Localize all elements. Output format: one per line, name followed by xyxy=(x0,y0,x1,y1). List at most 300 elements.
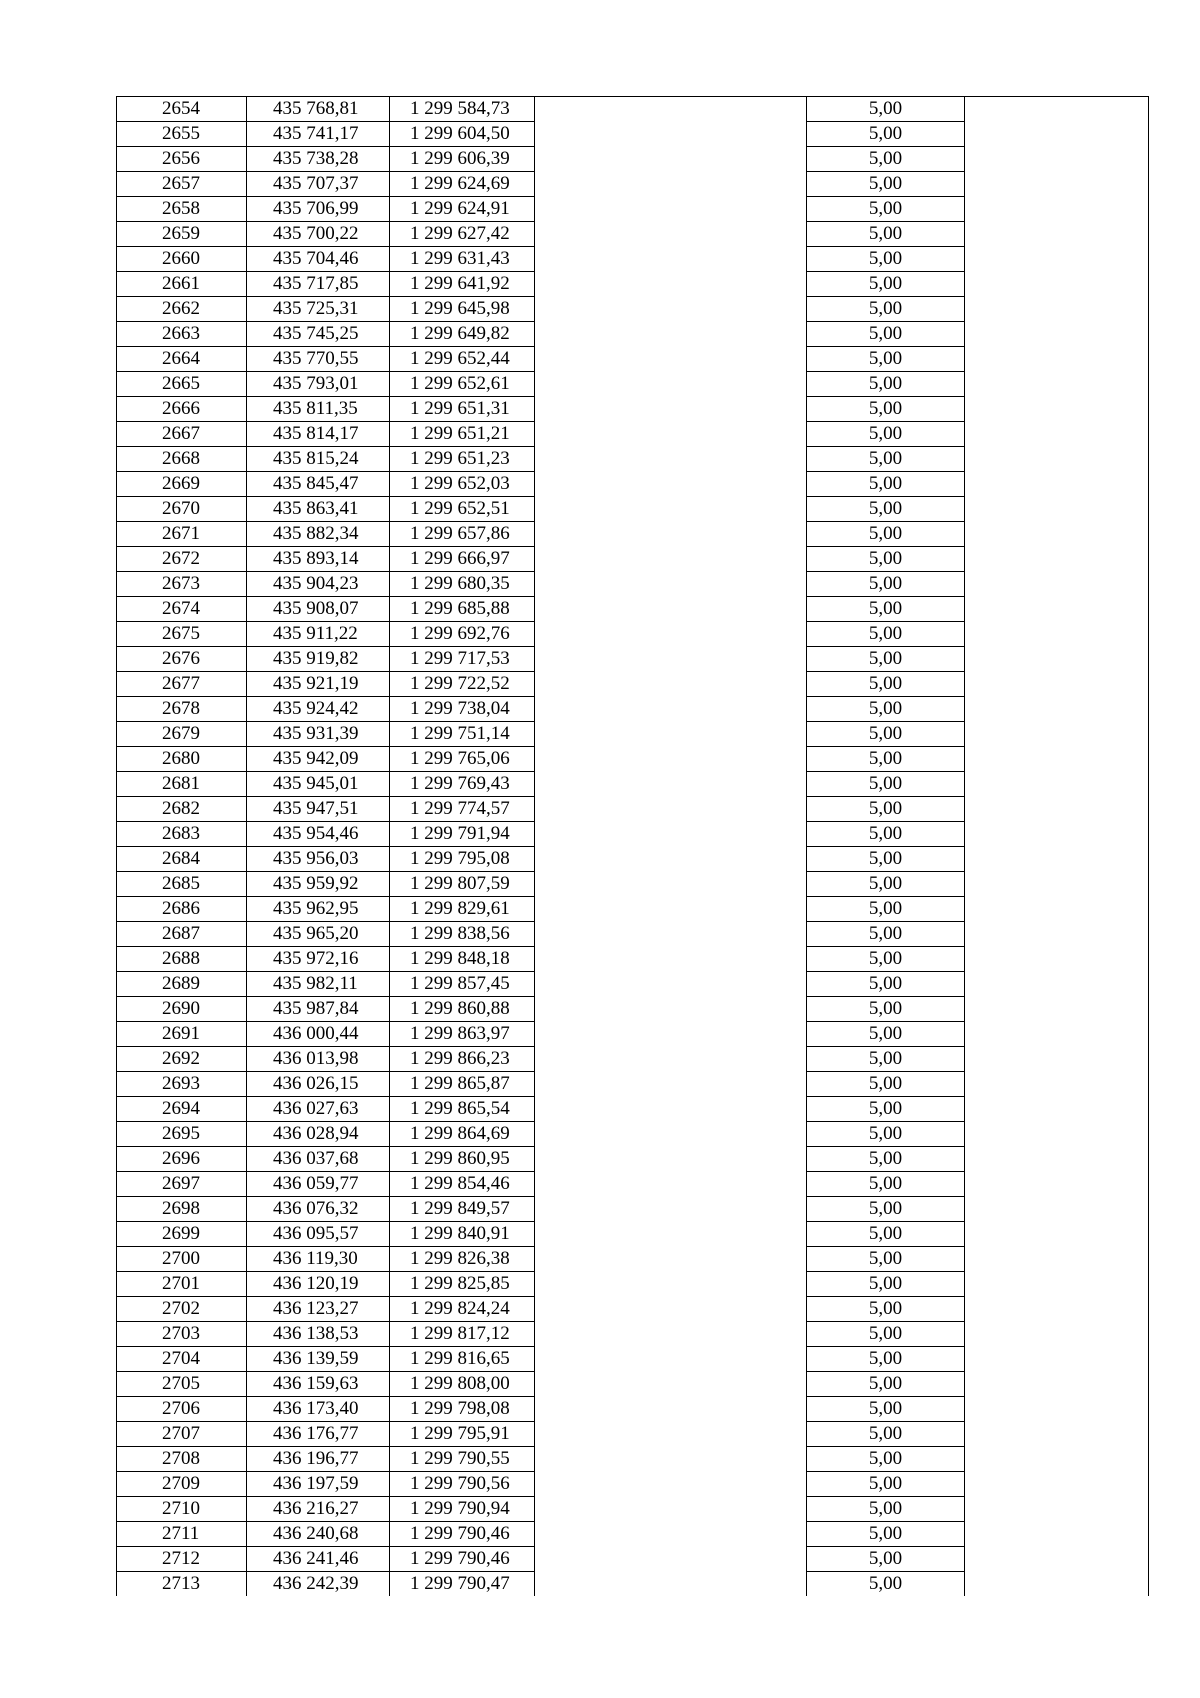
blank-cell xyxy=(535,297,807,322)
x-coordinate-cell: 435 987,84 xyxy=(247,997,390,1022)
point-number-cell: 2701 xyxy=(117,1272,247,1297)
blank-cell xyxy=(965,622,1149,647)
y-coordinate-cell: 1 299 685,88 xyxy=(390,597,535,622)
y-coordinate-cell: 1 299 774,57 xyxy=(390,797,535,822)
x-coordinate-cell: 436 138,53 xyxy=(247,1322,390,1347)
value-cell: 5,00 xyxy=(807,597,965,622)
value-cell: 5,00 xyxy=(807,1572,965,1597)
point-number-cell: 2697 xyxy=(117,1172,247,1197)
table-row xyxy=(117,322,1149,347)
blank-cell xyxy=(535,122,807,147)
x-coordinate-cell: 436 159,63 xyxy=(247,1372,390,1397)
y-coordinate-cell: 1 299 795,08 xyxy=(390,847,535,872)
x-coordinate-cell: 435 793,01 xyxy=(247,372,390,397)
value-cell: 5,00 xyxy=(807,1047,965,1072)
blank-cell xyxy=(535,1472,807,1497)
blank-cell xyxy=(965,572,1149,597)
x-coordinate-cell: 435 962,95 xyxy=(247,897,390,922)
x-coordinate-cell: 435 707,37 xyxy=(247,172,390,197)
table-row xyxy=(117,747,1149,772)
value-cell: 5,00 xyxy=(807,697,965,722)
blank-cell xyxy=(535,572,807,597)
x-coordinate-cell: 436 196,77 xyxy=(247,1447,390,1472)
blank-cell xyxy=(535,1047,807,1072)
blank-cell xyxy=(535,897,807,922)
x-coordinate-cell: 435 745,25 xyxy=(247,322,390,347)
value-cell: 5,00 xyxy=(807,822,965,847)
blank-cell xyxy=(965,497,1149,522)
value-cell: 5,00 xyxy=(807,397,965,422)
x-coordinate-cell: 435 815,24 xyxy=(247,447,390,472)
value-cell: 5,00 xyxy=(807,747,965,772)
y-coordinate-cell: 1 299 769,43 xyxy=(390,772,535,797)
blank-cell xyxy=(965,1172,1149,1197)
value-cell: 5,00 xyxy=(807,497,965,522)
blank-cell xyxy=(535,1172,807,1197)
y-coordinate-cell: 1 299 624,91 xyxy=(390,197,535,222)
point-number-cell: 2683 xyxy=(117,822,247,847)
table-row xyxy=(117,97,1149,122)
y-coordinate-cell: 1 299 692,76 xyxy=(390,622,535,647)
blank-cell xyxy=(965,197,1149,222)
blank-cell xyxy=(535,447,807,472)
table-row xyxy=(117,247,1149,272)
blank-cell xyxy=(535,197,807,222)
blank-cell xyxy=(965,1447,1149,1472)
table-row xyxy=(117,197,1149,222)
table-row xyxy=(117,1122,1149,1147)
blank-cell xyxy=(965,1347,1149,1372)
x-coordinate-cell: 435 725,31 xyxy=(247,297,390,322)
y-coordinate-cell: 1 299 666,97 xyxy=(390,547,535,572)
x-coordinate-cell: 436 027,63 xyxy=(247,1097,390,1122)
blank-cell xyxy=(535,672,807,697)
point-number-cell: 2689 xyxy=(117,972,247,997)
point-number-cell: 2666 xyxy=(117,397,247,422)
value-cell: 5,00 xyxy=(807,797,965,822)
point-number-cell: 2688 xyxy=(117,947,247,972)
value-cell: 5,00 xyxy=(807,1522,965,1547)
y-coordinate-cell: 1 299 649,82 xyxy=(390,322,535,347)
table-row xyxy=(117,797,1149,822)
point-number-cell: 2654 xyxy=(117,97,247,122)
y-coordinate-cell: 1 299 860,88 xyxy=(390,997,535,1022)
y-coordinate-cell: 1 299 624,69 xyxy=(390,172,535,197)
point-number-cell: 2706 xyxy=(117,1397,247,1422)
x-coordinate-cell: 436 197,59 xyxy=(247,1472,390,1497)
blank-cell xyxy=(965,972,1149,997)
x-coordinate-cell: 435 704,46 xyxy=(247,247,390,272)
point-number-cell: 2709 xyxy=(117,1472,247,1497)
x-coordinate-cell: 436 059,77 xyxy=(247,1172,390,1197)
table-row xyxy=(117,1297,1149,1322)
table-row xyxy=(117,522,1149,547)
y-coordinate-cell: 1 299 652,03 xyxy=(390,472,535,497)
value-cell: 5,00 xyxy=(807,1172,965,1197)
x-coordinate-cell: 435 965,20 xyxy=(247,922,390,947)
y-coordinate-cell: 1 299 849,57 xyxy=(390,1197,535,1222)
point-number-cell: 2664 xyxy=(117,347,247,372)
blank-cell xyxy=(535,1447,807,1472)
blank-cell xyxy=(965,372,1149,397)
table-row xyxy=(117,947,1149,972)
blank-cell xyxy=(535,522,807,547)
blank-cell xyxy=(965,147,1149,172)
y-coordinate-cell: 1 299 651,21 xyxy=(390,422,535,447)
point-number-cell: 2657 xyxy=(117,172,247,197)
value-cell: 5,00 xyxy=(807,1297,965,1322)
table-row xyxy=(117,347,1149,372)
blank-cell xyxy=(535,1122,807,1147)
x-coordinate-cell: 435 741,17 xyxy=(247,122,390,147)
blank-cell xyxy=(535,247,807,272)
blank-cell xyxy=(965,1222,1149,1247)
x-coordinate-cell: 436 241,46 xyxy=(247,1547,390,1572)
blank-cell xyxy=(965,797,1149,822)
blank-cell xyxy=(535,1572,807,1597)
table-row xyxy=(117,222,1149,247)
blank-cell xyxy=(965,822,1149,847)
coordinates-table xyxy=(116,96,1149,1596)
blank-cell xyxy=(965,1572,1149,1597)
blank-cell xyxy=(535,847,807,872)
point-number-cell: 2678 xyxy=(117,697,247,722)
table-row xyxy=(117,422,1149,447)
point-number-cell: 2704 xyxy=(117,1347,247,1372)
value-cell: 5,00 xyxy=(807,1347,965,1372)
value-cell: 5,00 xyxy=(807,872,965,897)
blank-cell xyxy=(965,97,1149,122)
blank-cell xyxy=(965,1122,1149,1147)
value-cell: 5,00 xyxy=(807,97,965,122)
value-cell: 5,00 xyxy=(807,472,965,497)
value-cell: 5,00 xyxy=(807,297,965,322)
table-row xyxy=(117,1047,1149,1072)
value-cell: 5,00 xyxy=(807,1097,965,1122)
blank-cell xyxy=(965,1022,1149,1047)
table-row xyxy=(117,1197,1149,1222)
blank-cell xyxy=(535,747,807,772)
value-cell: 5,00 xyxy=(807,372,965,397)
point-number-cell: 2676 xyxy=(117,647,247,672)
blank-cell xyxy=(535,922,807,947)
blank-cell xyxy=(965,1047,1149,1072)
y-coordinate-cell: 1 299 717,53 xyxy=(390,647,535,672)
y-coordinate-cell: 1 299 825,85 xyxy=(390,1272,535,1297)
x-coordinate-cell: 436 076,32 xyxy=(247,1197,390,1222)
value-cell: 5,00 xyxy=(807,547,965,572)
blank-cell xyxy=(965,322,1149,347)
blank-cell xyxy=(965,772,1149,797)
blank-cell xyxy=(965,1247,1149,1272)
value-cell: 5,00 xyxy=(807,922,965,947)
value-cell: 5,00 xyxy=(807,1497,965,1522)
table-row xyxy=(117,1372,1149,1397)
y-coordinate-cell: 1 299 807,59 xyxy=(390,872,535,897)
x-coordinate-cell: 435 982,11 xyxy=(247,972,390,997)
value-cell: 5,00 xyxy=(807,222,965,247)
blank-cell xyxy=(965,672,1149,697)
value-cell: 5,00 xyxy=(807,1197,965,1222)
y-coordinate-cell: 1 299 865,87 xyxy=(390,1072,535,1097)
blank-cell xyxy=(535,1222,807,1247)
blank-cell xyxy=(965,1297,1149,1322)
x-coordinate-cell: 435 882,34 xyxy=(247,522,390,547)
x-coordinate-cell: 435 904,23 xyxy=(247,572,390,597)
blank-cell xyxy=(965,1397,1149,1422)
x-coordinate-cell: 435 814,17 xyxy=(247,422,390,447)
blank-cell xyxy=(965,872,1149,897)
point-number-cell: 2710 xyxy=(117,1497,247,1522)
point-number-cell: 2700 xyxy=(117,1247,247,1272)
point-number-cell: 2670 xyxy=(117,497,247,522)
point-number-cell: 2694 xyxy=(117,1097,247,1122)
y-coordinate-cell: 1 299 652,61 xyxy=(390,372,535,397)
point-number-cell: 2673 xyxy=(117,572,247,597)
table-row xyxy=(117,447,1149,472)
y-coordinate-cell: 1 299 651,31 xyxy=(390,397,535,422)
blank-cell xyxy=(965,272,1149,297)
table-row xyxy=(117,722,1149,747)
value-cell: 5,00 xyxy=(807,122,965,147)
value-cell: 5,00 xyxy=(807,172,965,197)
value-cell: 5,00 xyxy=(807,1147,965,1172)
value-cell: 5,00 xyxy=(807,622,965,647)
value-cell: 5,00 xyxy=(807,847,965,872)
point-number-cell: 2707 xyxy=(117,1422,247,1447)
point-number-cell: 2702 xyxy=(117,1297,247,1322)
blank-cell xyxy=(535,1297,807,1322)
value-cell: 5,00 xyxy=(807,147,965,172)
x-coordinate-cell: 435 919,82 xyxy=(247,647,390,672)
value-cell: 5,00 xyxy=(807,447,965,472)
value-cell: 5,00 xyxy=(807,1472,965,1497)
value-cell: 5,00 xyxy=(807,1222,965,1247)
y-coordinate-cell: 1 299 826,38 xyxy=(390,1247,535,1272)
y-coordinate-cell: 1 299 652,51 xyxy=(390,497,535,522)
table-row xyxy=(117,472,1149,497)
value-cell: 5,00 xyxy=(807,897,965,922)
blank-cell xyxy=(535,322,807,347)
y-coordinate-cell: 1 299 738,04 xyxy=(390,697,535,722)
blank-cell xyxy=(535,1022,807,1047)
value-cell: 5,00 xyxy=(807,947,965,972)
x-coordinate-cell: 436 119,30 xyxy=(247,1247,390,1272)
y-coordinate-cell: 1 299 604,50 xyxy=(390,122,535,147)
blank-cell xyxy=(965,547,1149,572)
blank-cell xyxy=(965,1547,1149,1572)
value-cell: 5,00 xyxy=(807,422,965,447)
y-coordinate-cell: 1 299 680,35 xyxy=(390,572,535,597)
y-coordinate-cell: 1 299 765,06 xyxy=(390,747,535,772)
blank-cell xyxy=(965,1072,1149,1097)
x-coordinate-cell: 436 028,94 xyxy=(247,1122,390,1147)
blank-cell xyxy=(965,447,1149,472)
point-number-cell: 2677 xyxy=(117,672,247,697)
x-coordinate-cell: 435 947,51 xyxy=(247,797,390,822)
point-number-cell: 2687 xyxy=(117,922,247,947)
blank-cell xyxy=(965,347,1149,372)
point-number-cell: 2669 xyxy=(117,472,247,497)
blank-cell xyxy=(965,422,1149,447)
table-row xyxy=(117,597,1149,622)
table-row xyxy=(117,922,1149,947)
y-coordinate-cell: 1 299 840,91 xyxy=(390,1222,535,1247)
x-coordinate-cell: 435 893,14 xyxy=(247,547,390,572)
point-number-cell: 2672 xyxy=(117,547,247,572)
blank-cell xyxy=(965,722,1149,747)
table-row xyxy=(117,1322,1149,1347)
blank-cell xyxy=(535,722,807,747)
table-row xyxy=(117,847,1149,872)
y-coordinate-cell: 1 299 657,86 xyxy=(390,522,535,547)
x-coordinate-cell: 435 768,81 xyxy=(247,97,390,122)
blank-cell xyxy=(535,647,807,672)
point-number-cell: 2665 xyxy=(117,372,247,397)
blank-cell xyxy=(965,472,1149,497)
blank-cell xyxy=(965,1097,1149,1122)
value-cell: 5,00 xyxy=(807,1122,965,1147)
blank-cell xyxy=(535,97,807,122)
blank-cell xyxy=(965,522,1149,547)
value-cell: 5,00 xyxy=(807,1397,965,1422)
y-coordinate-cell: 1 299 816,65 xyxy=(390,1347,535,1372)
blank-cell xyxy=(535,822,807,847)
blank-cell xyxy=(965,397,1149,422)
x-coordinate-cell: 435 908,07 xyxy=(247,597,390,622)
point-number-cell: 2667 xyxy=(117,422,247,447)
blank-cell xyxy=(535,422,807,447)
blank-cell xyxy=(965,897,1149,922)
table-row xyxy=(117,1272,1149,1297)
point-number-cell: 2685 xyxy=(117,872,247,897)
x-coordinate-cell: 436 120,19 xyxy=(247,1272,390,1297)
y-coordinate-cell: 1 299 857,45 xyxy=(390,972,535,997)
table-row xyxy=(117,547,1149,572)
blank-cell xyxy=(535,797,807,822)
y-coordinate-cell: 1 299 627,42 xyxy=(390,222,535,247)
x-coordinate-cell: 435 921,19 xyxy=(247,672,390,697)
y-coordinate-cell: 1 299 652,44 xyxy=(390,347,535,372)
x-coordinate-cell: 435 700,22 xyxy=(247,222,390,247)
value-cell: 5,00 xyxy=(807,1372,965,1397)
blank-cell xyxy=(535,772,807,797)
table-row xyxy=(117,1072,1149,1097)
x-coordinate-cell: 436 026,15 xyxy=(247,1072,390,1097)
blank-cell xyxy=(965,1497,1149,1522)
value-cell: 5,00 xyxy=(807,972,965,997)
x-coordinate-cell: 436 037,68 xyxy=(247,1147,390,1172)
y-coordinate-cell: 1 299 790,47 xyxy=(390,1572,535,1597)
blank-cell xyxy=(535,372,807,397)
point-number-cell: 2693 xyxy=(117,1072,247,1097)
y-coordinate-cell: 1 299 817,12 xyxy=(390,1322,535,1347)
x-coordinate-cell: 436 000,44 xyxy=(247,1022,390,1047)
blank-cell xyxy=(965,747,1149,772)
blank-cell xyxy=(535,1547,807,1572)
point-number-cell: 2705 xyxy=(117,1372,247,1397)
point-number-cell: 2680 xyxy=(117,747,247,772)
y-coordinate-cell: 1 299 863,97 xyxy=(390,1022,535,1047)
x-coordinate-cell: 435 956,03 xyxy=(247,847,390,872)
x-coordinate-cell: 436 123,27 xyxy=(247,1297,390,1322)
y-coordinate-cell: 1 299 641,92 xyxy=(390,272,535,297)
blank-cell xyxy=(535,147,807,172)
table-row xyxy=(117,1222,1149,1247)
table-row xyxy=(117,1147,1149,1172)
blank-cell xyxy=(535,1422,807,1447)
table-row xyxy=(117,297,1149,322)
blank-cell xyxy=(535,272,807,297)
table-row xyxy=(117,1497,1149,1522)
blank-cell xyxy=(965,922,1149,947)
value-cell: 5,00 xyxy=(807,1322,965,1347)
value-cell: 5,00 xyxy=(807,647,965,672)
value-cell: 5,00 xyxy=(807,1072,965,1097)
blank-cell xyxy=(535,972,807,997)
table-row xyxy=(117,1572,1149,1597)
blank-cell xyxy=(965,1272,1149,1297)
y-coordinate-cell: 1 299 824,24 xyxy=(390,1297,535,1322)
blank-cell xyxy=(965,1197,1149,1222)
blank-cell xyxy=(535,697,807,722)
blank-cell xyxy=(965,1147,1149,1172)
table-row xyxy=(117,897,1149,922)
point-number-cell: 2681 xyxy=(117,772,247,797)
blank-cell xyxy=(965,247,1149,272)
table-row xyxy=(117,397,1149,422)
point-number-cell: 2661 xyxy=(117,272,247,297)
blank-cell xyxy=(965,997,1149,1022)
table-row xyxy=(117,622,1149,647)
y-coordinate-cell: 1 299 795,91 xyxy=(390,1422,535,1447)
x-coordinate-cell: 436 139,59 xyxy=(247,1347,390,1372)
blank-cell xyxy=(535,1197,807,1222)
point-number-cell: 2671 xyxy=(117,522,247,547)
table-row xyxy=(117,672,1149,697)
point-number-cell: 2663 xyxy=(117,322,247,347)
blank-cell xyxy=(535,1272,807,1297)
blank-cell xyxy=(535,622,807,647)
point-number-cell: 2674 xyxy=(117,597,247,622)
blank-cell xyxy=(535,872,807,897)
coordinates-table-body xyxy=(117,97,1149,1597)
x-coordinate-cell: 435 942,09 xyxy=(247,747,390,772)
blank-cell xyxy=(535,1322,807,1347)
blank-cell xyxy=(535,1372,807,1397)
x-coordinate-cell: 436 240,68 xyxy=(247,1522,390,1547)
x-coordinate-cell: 435 811,35 xyxy=(247,397,390,422)
blank-cell xyxy=(535,222,807,247)
point-number-cell: 2703 xyxy=(117,1322,247,1347)
point-number-cell: 2659 xyxy=(117,222,247,247)
y-coordinate-cell: 1 299 808,00 xyxy=(390,1372,535,1397)
value-cell: 5,00 xyxy=(807,1547,965,1572)
x-coordinate-cell: 435 717,85 xyxy=(247,272,390,297)
value-cell: 5,00 xyxy=(807,1272,965,1297)
blank-cell xyxy=(535,1522,807,1547)
table-row xyxy=(117,1172,1149,1197)
x-coordinate-cell: 435 945,01 xyxy=(247,772,390,797)
y-coordinate-cell: 1 299 829,61 xyxy=(390,897,535,922)
y-coordinate-cell: 1 299 631,43 xyxy=(390,247,535,272)
y-coordinate-cell: 1 299 798,08 xyxy=(390,1397,535,1422)
blank-cell xyxy=(965,1372,1149,1397)
table-row xyxy=(117,1347,1149,1372)
blank-cell xyxy=(535,1397,807,1422)
value-cell: 5,00 xyxy=(807,247,965,272)
blank-cell xyxy=(965,222,1149,247)
